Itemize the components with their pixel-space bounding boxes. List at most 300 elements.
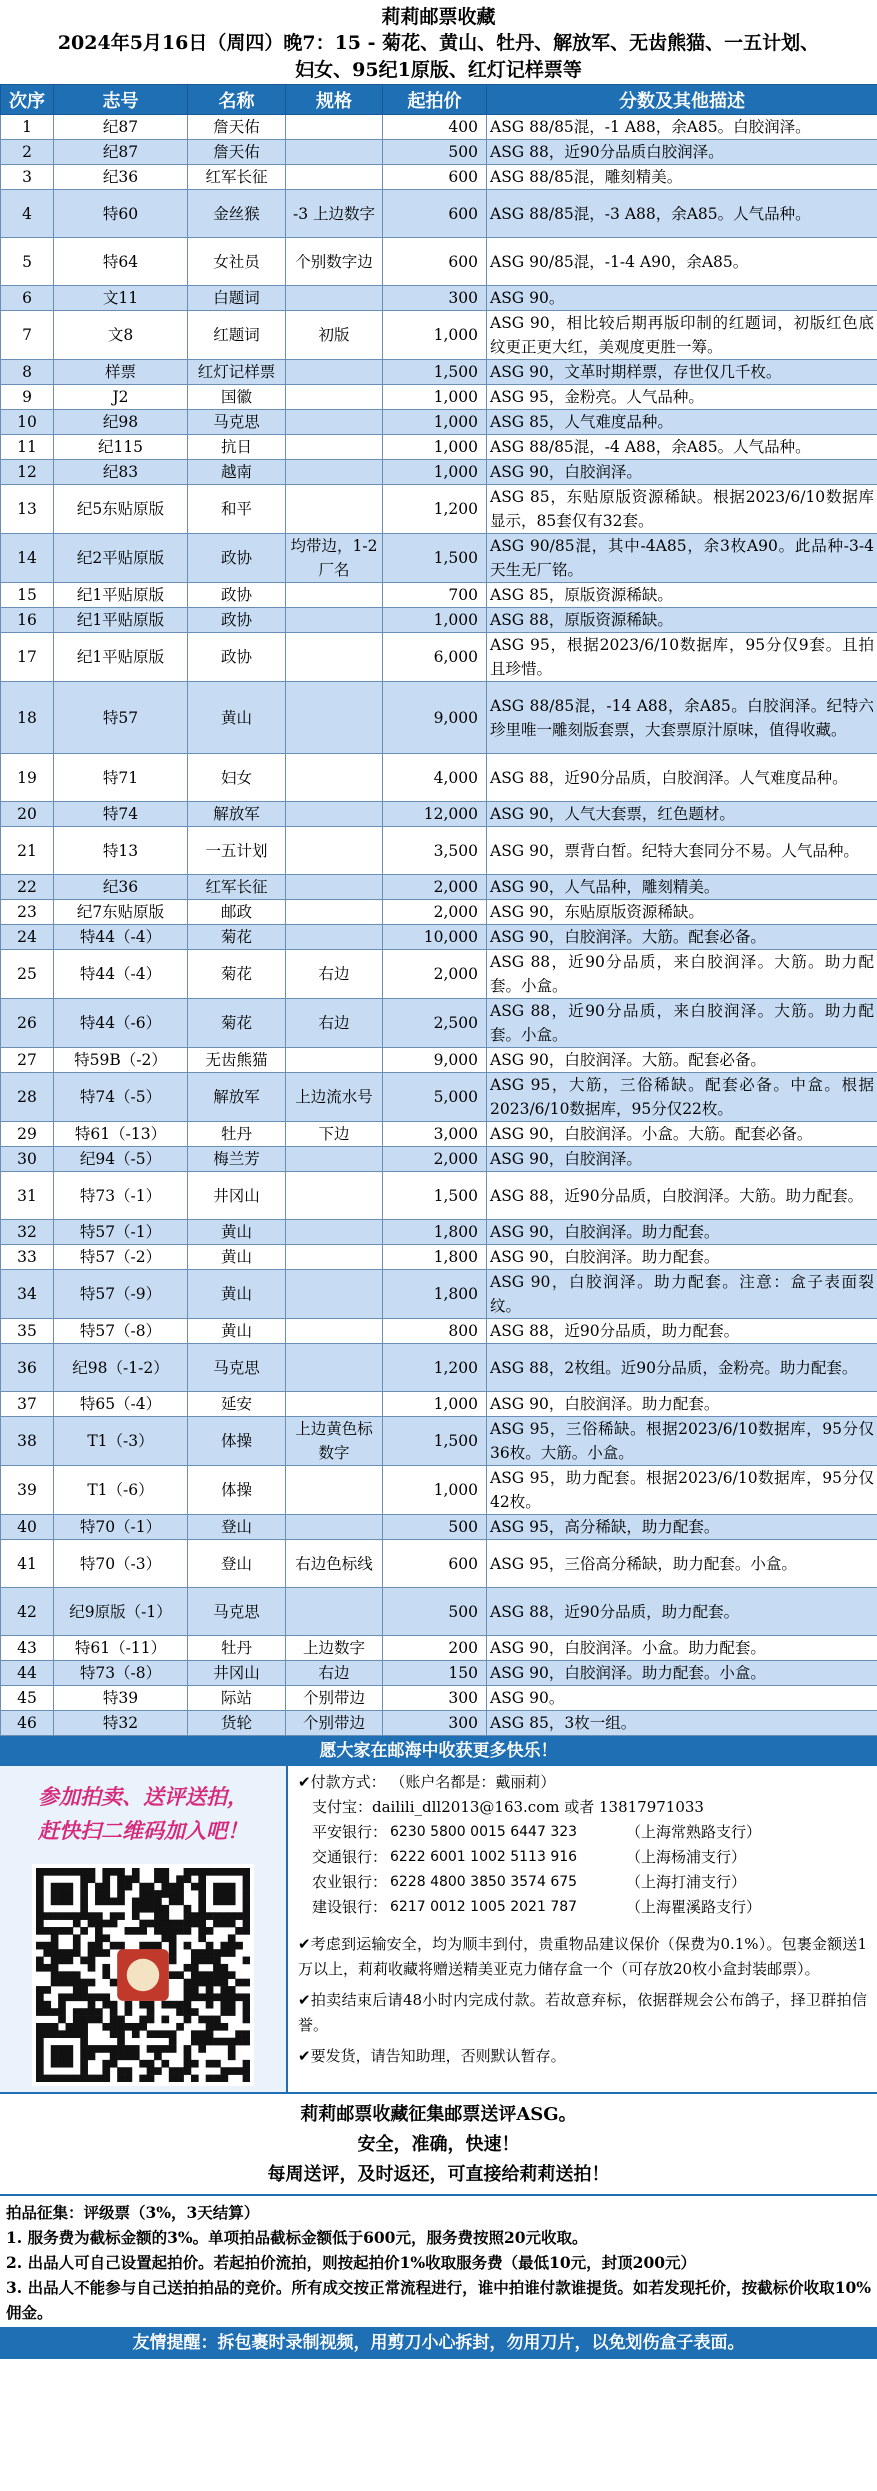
auction-title-line1: 2024年5月16日（周四）晚7：15 - 菊花、黄山、牡丹、解放军、无齿熊猫、一五计划、 — [57, 32, 820, 54]
table-row — [1, 1636, 877, 1661]
lot-description: ASG 90，白胶润泽。大筋。配套必备。 — [487, 925, 877, 950]
table-row — [1, 360, 877, 385]
lot-code: 特73（-8） — [54, 1661, 188, 1686]
lot-spec — [286, 286, 383, 311]
column-header-price: 起拍价 — [383, 85, 487, 115]
slogan-line1: 莉莉邮票收藏征集邮票送评ASG。 — [300, 2104, 577, 2125]
lot-start-price: 150 — [383, 1661, 487, 1686]
lot-code: 纪115 — [54, 435, 188, 460]
table-row — [1, 1711, 877, 1736]
lot-spec: 个别带边 — [286, 1711, 383, 1736]
shop-title: 莉莉邮票收藏 — [381, 6, 496, 28]
shipping-note: ✔考虑到运输安全，均为顺丰到付，贵重物品建议保价（保费为0.1%）。包裹金额送1万以上，莉莉收藏将赠送精美亚克力储存盒一个（可存放20枚小盒封装邮票）。 — [298, 1935, 867, 1978]
table-row — [1, 900, 877, 925]
lot-number: 43 — [1, 1636, 54, 1661]
lot-description: ASG 85，人气难度品种。 — [487, 410, 877, 435]
lot-start-price: 2,000 — [383, 950, 487, 999]
lot-description: ASG 85，东贴原版资源稀缺。根据2023/6/10数据库显示，85套仅有32套。 — [487, 485, 877, 534]
lot-start-price: 800 — [383, 1319, 487, 1344]
lot-name: 解放军 — [188, 1073, 286, 1122]
table-row — [1, 485, 877, 534]
lot-spec — [286, 1270, 383, 1319]
lot-number: 28 — [1, 1073, 54, 1122]
lot-start-price: 1,500 — [383, 534, 487, 583]
lot-spec — [286, 583, 383, 608]
lot-description: ASG 88，近90分品质白胶润泽。 — [487, 140, 877, 165]
lot-name: 登山 — [188, 1540, 286, 1588]
lot-code: 特61（-13） — [54, 1122, 188, 1147]
lot-number: 3 — [1, 165, 54, 190]
lot-code: 纪94（-5） — [54, 1147, 188, 1172]
lot-start-price: 1,200 — [383, 485, 487, 534]
lot-description: ASG 88/85混，-4 A88，余A85。人气品种。 — [487, 435, 877, 460]
lot-code: 特70（-1） — [54, 1515, 188, 1540]
lot-spec — [286, 1515, 383, 1540]
lot-start-price: 1,000 — [383, 435, 487, 460]
lot-code: 纪98 — [54, 410, 188, 435]
lot-code: 特74 — [54, 802, 188, 827]
lot-name: 妇女 — [188, 754, 286, 802]
lot-code: 纪87 — [54, 115, 188, 140]
lot-start-price: 12,000 — [383, 802, 487, 827]
lot-spec — [286, 1147, 383, 1172]
lot-spec — [286, 140, 383, 165]
lot-code: 纪1平贴原版 — [54, 608, 188, 633]
lot-spec — [286, 802, 383, 827]
lot-number: 8 — [1, 360, 54, 385]
lot-description: ASG 90。 — [487, 1686, 877, 1711]
lot-number: 22 — [1, 875, 54, 900]
lot-spec: 上边黄色标数字 — [286, 1417, 383, 1466]
bank-name: 平安银行： — [312, 1823, 388, 1841]
payment-deadline-note: ✔拍卖结束后请48小时内完成付款。若故意弃标，依据群规会公布鸽子，择卫群拍信誉。 — [298, 1991, 867, 2034]
lot-description: ASG 90，白胶润泽。助力配套。 — [487, 1245, 877, 1270]
lot-start-price: 1,000 — [383, 1466, 487, 1515]
bank-branch: （上海瞿溪路支行） — [626, 1898, 762, 1916]
lot-description: ASG 95，三俗高分稀缺，助力配套。小盒。 — [487, 1540, 877, 1588]
lot-description: ASG 90。 — [487, 286, 877, 311]
lot-start-price: 600 — [383, 165, 487, 190]
lot-number: 2 — [1, 140, 54, 165]
lot-code: 文8 — [54, 311, 188, 360]
lot-number: 46 — [1, 1711, 54, 1736]
lot-start-price: 2,000 — [383, 900, 487, 925]
lot-number: 11 — [1, 435, 54, 460]
lot-code: T1（-3） — [54, 1417, 188, 1466]
lot-spec — [286, 827, 383, 875]
lot-name: 牡丹 — [188, 1636, 286, 1661]
column-header-name: 名称 — [188, 85, 286, 115]
lot-code: 纪9原版（-1） — [54, 1588, 188, 1636]
lot-spec — [286, 1172, 383, 1220]
lot-spec — [286, 410, 383, 435]
lot-code: T1（-6） — [54, 1466, 188, 1515]
table-row — [1, 1417, 877, 1466]
lot-start-price: 1,000 — [383, 460, 487, 485]
lot-spec — [286, 1344, 383, 1392]
table-row — [1, 950, 877, 999]
bank-name: 交通银行： — [312, 1848, 388, 1866]
lot-code: 纪1平贴原版 — [54, 583, 188, 608]
lot-number: 19 — [1, 754, 54, 802]
lot-start-price: 400 — [383, 115, 487, 140]
lot-name: 一五计划 — [188, 827, 286, 875]
lot-name: 红灯记样票 — [188, 360, 286, 385]
lot-name: 红军长征 — [188, 875, 286, 900]
promo-panel — [0, 1766, 288, 2092]
lot-spec — [286, 633, 383, 682]
lot-number: 29 — [1, 1122, 54, 1147]
lot-spec: 下边 — [286, 1122, 383, 1147]
lot-name: 黄山 — [188, 1270, 286, 1319]
lot-code: 纪87 — [54, 140, 188, 165]
table-row — [1, 435, 877, 460]
table-row — [1, 1392, 877, 1417]
account-number: 6228 4800 3850 3574 675 — [390, 1874, 578, 1890]
lot-spec: 个别数字边 — [286, 238, 383, 286]
lot-code: 纪2平贴原版 — [54, 534, 188, 583]
lot-number: 26 — [1, 999, 54, 1048]
lot-start-price: 9,000 — [383, 682, 487, 754]
lot-code: 特65（-4） — [54, 1392, 188, 1417]
lot-description: ASG 88/85混，-3 A88，余A85。人气品种。 — [487, 190, 877, 238]
lot-spec — [286, 682, 383, 754]
lot-spec — [286, 1588, 383, 1636]
lot-start-price: 500 — [383, 1588, 487, 1636]
lot-code: 特13 — [54, 827, 188, 875]
lot-name: 黄山 — [188, 682, 286, 754]
table-row — [1, 1466, 877, 1515]
table-header-row — [1, 85, 877, 115]
account-number: 6222 6001 1002 5113 916 — [390, 1849, 578, 1865]
lot-code: 纪83 — [54, 460, 188, 485]
table-row — [1, 1122, 877, 1147]
lot-number: 5 — [1, 238, 54, 286]
lot-number: 41 — [1, 1540, 54, 1588]
table-row — [1, 1686, 877, 1711]
lot-description: ASG 88/85混，-14 A88，余A85。白胶润泽。纪特六珍里唯一雕刻版套票，大套票原汁原味，值得收藏。 — [487, 682, 877, 754]
table-row — [1, 460, 877, 485]
lot-start-price: 1,800 — [383, 1270, 487, 1319]
lot-code: 特57 — [54, 682, 188, 754]
lot-code: 特44（-6） — [54, 999, 188, 1048]
lot-description: ASG 90/85混，其中-4A85，余3枚A90。此品种-3-4天生无厂铭。 — [487, 534, 877, 583]
lot-start-price: 600 — [383, 1540, 487, 1588]
lot-spec — [286, 754, 383, 802]
lot-number: 17 — [1, 633, 54, 682]
promo-line2: 赶快扫二维码加入吧！ — [38, 1818, 248, 1843]
lot-number: 18 — [1, 682, 54, 754]
rules-title: 拍品征集：评级票（3%，3天结算） — [6, 2203, 260, 2222]
lot-spec — [286, 485, 383, 534]
lot-spec — [286, 435, 383, 460]
lot-start-price: 200 — [383, 1636, 487, 1661]
consignment-rules — [0, 2196, 877, 2327]
table-row — [1, 1270, 877, 1319]
lot-start-price: 700 — [383, 583, 487, 608]
lot-description: ASG 90，文革时期样票，存世仅几千枚。 — [487, 360, 877, 385]
lot-code: 文11 — [54, 286, 188, 311]
table-row — [1, 1048, 877, 1073]
lot-description: ASG 90，人气品种，雕刻精美。 — [487, 875, 877, 900]
lot-description: ASG 90，人气大套票，红色题材。 — [487, 802, 877, 827]
lot-code: 特59B（-2） — [54, 1048, 188, 1073]
lot-number: 21 — [1, 827, 54, 875]
lot-code: 特60 — [54, 190, 188, 238]
lot-start-price: 2,000 — [383, 875, 487, 900]
lot-name: 政协 — [188, 583, 286, 608]
lot-number: 33 — [1, 1245, 54, 1270]
lot-number: 38 — [1, 1417, 54, 1466]
lot-start-price: 600 — [383, 190, 487, 238]
lot-description: ASG 90，相比较后期再版印制的红题词，初版红色底纹更正更大红，美观度更胜一筹。 — [487, 311, 877, 360]
lot-name: 体操 — [188, 1466, 286, 1515]
column-header-spec: 规格 — [286, 85, 383, 115]
lot-name: 体操 — [188, 1417, 286, 1466]
lot-name: 金丝猴 — [188, 190, 286, 238]
lot-spec — [286, 1220, 383, 1245]
lot-description: ASG 88/85混，-1 A88，余A85。白胶润泽。 — [487, 115, 877, 140]
column-header-code: 志号 — [54, 85, 188, 115]
table-row — [1, 754, 877, 802]
lot-number: 12 — [1, 460, 54, 485]
lot-number: 1 — [1, 115, 54, 140]
lot-number: 40 — [1, 1515, 54, 1540]
lot-name: 政协 — [188, 534, 286, 583]
lot-number: 23 — [1, 900, 54, 925]
lot-code: 特70（-3） — [54, 1540, 188, 1588]
payment-title: ✔付款方式： （账户名都是：戴丽莉） — [298, 1773, 556, 1791]
lot-name: 詹天佑 — [188, 115, 286, 140]
rule-item: 2. 出品人可自己设置起拍价。若起拍价流拍，则按起拍价1%收取服务费（最低10元，封顶200元） — [6, 2253, 697, 2272]
qr-code-icon[interactable] — [32, 1864, 254, 2086]
lot-number: 20 — [1, 802, 54, 827]
lot-start-price: 6,000 — [383, 633, 487, 682]
lot-code: 特61（-11） — [54, 1636, 188, 1661]
table-row — [1, 385, 877, 410]
table-row — [1, 190, 877, 238]
lot-name: 菊花 — [188, 999, 286, 1048]
slogan-line3: 每周送评，及时返还，可直接给莉莉送拍！ — [267, 2164, 610, 2185]
qr-code-graphic — [36, 1868, 250, 2082]
lot-start-price: 1,200 — [383, 1344, 487, 1392]
lot-spec — [286, 360, 383, 385]
lots-table — [0, 84, 877, 1736]
lot-spec — [286, 1466, 383, 1515]
lot-code: 纪1平贴原版 — [54, 633, 188, 682]
lot-code: 特39 — [54, 1686, 188, 1711]
lot-start-price: 300 — [383, 286, 487, 311]
lot-number: 13 — [1, 485, 54, 534]
lot-number: 45 — [1, 1686, 54, 1711]
lot-description: ASG 95，大筋，三俗稀缺。配套必备。中盒。根据2023/6/10数据库，95分仅22枚。 — [487, 1073, 877, 1122]
lot-description: ASG 95，高分稀缺，助力配套。 — [487, 1515, 877, 1540]
lot-spec: 右边色标线 — [286, 1540, 383, 1588]
lot-start-price: 9,000 — [383, 1048, 487, 1073]
table-row — [1, 682, 877, 754]
lot-spec: 右边 — [286, 1661, 383, 1686]
lot-name: 牡丹 — [188, 1122, 286, 1147]
lot-number: 31 — [1, 1172, 54, 1220]
bank-branch: （上海常熟路支行） — [626, 1823, 762, 1841]
lot-number: 24 — [1, 925, 54, 950]
lot-number: 14 — [1, 534, 54, 583]
lot-number: 6 — [1, 286, 54, 311]
lot-start-price: 4,000 — [383, 754, 487, 802]
lot-name: 黄山 — [188, 1245, 286, 1270]
lot-code: 特57（-9） — [54, 1270, 188, 1319]
lot-name: 菊花 — [188, 925, 286, 950]
lot-name: 和平 — [188, 485, 286, 534]
lot-name: 黄山 — [188, 1220, 286, 1245]
lot-description: ASG 88/85混，雕刻精美。 — [487, 165, 877, 190]
lot-code: 纪36 — [54, 165, 188, 190]
lot-description: ASG 88，2枚组。近90分品质，金粉亮。助力配套。 — [487, 1344, 877, 1392]
table-row — [1, 1073, 877, 1122]
lot-description: ASG 95，金粉亮。人气品种。 — [487, 385, 877, 410]
promo-line1: 参加拍卖、送评送拍， — [38, 1784, 248, 1809]
bank-account-row — [298, 1895, 867, 1920]
column-header-desc: 分数及其他描述 — [487, 85, 877, 115]
lot-name: 红题词 — [188, 311, 286, 360]
lot-spec — [286, 1392, 383, 1417]
lot-name: 井冈山 — [188, 1172, 286, 1220]
table-row — [1, 1220, 877, 1245]
lot-name: 马克思 — [188, 410, 286, 435]
lot-number: 4 — [1, 190, 54, 238]
lot-name: 货轮 — [188, 1711, 286, 1736]
table-row — [1, 1344, 877, 1392]
table-row — [1, 608, 877, 633]
lot-name: 越南 — [188, 460, 286, 485]
lot-description: ASG 90，票背白皙。纪特大套同分不易。人气品种。 — [487, 827, 877, 875]
lot-description: ASG 90，白胶润泽。助力配套。 — [487, 1392, 877, 1417]
banner: 愿大家在邮海中收获更多快乐！ — [0, 1736, 877, 1766]
lot-start-price: 10,000 — [383, 925, 487, 950]
lot-spec — [286, 165, 383, 190]
lot-spec: 个别带边 — [286, 1686, 383, 1711]
lot-name: 梅兰芳 — [188, 1147, 286, 1172]
lot-description: ASG 85，原版资源稀缺。 — [487, 583, 877, 608]
lot-code: 特74（-5） — [54, 1073, 188, 1122]
bank-account-list — [298, 1820, 867, 1920]
alipay-line: 支付宝：dailili_dll2013@163.com 或者 13817971033 — [312, 1798, 704, 1816]
lot-description: ASG 90，白胶润泽。助力配套。小盒。 — [487, 1661, 877, 1686]
page-header — [0, 0, 877, 84]
lot-name: 登山 — [188, 1515, 286, 1540]
lot-start-price: 1,500 — [383, 360, 487, 385]
lot-spec: 均带边，1-2厂名 — [286, 534, 383, 583]
table-row — [1, 802, 877, 827]
account-number: 6217 0012 1005 2021 787 — [390, 1899, 578, 1915]
lot-description: ASG 88，近90分品质，白胶润泽。大筋。助力配套。 — [487, 1172, 877, 1220]
lot-description: ASG 95，三俗稀缺。根据2023/6/10数据库，95分仅36枚。大筋。小盒。 — [487, 1417, 877, 1466]
lot-number: 36 — [1, 1344, 54, 1392]
lot-spec — [286, 1048, 383, 1073]
lot-spec — [286, 608, 383, 633]
lot-number: 7 — [1, 311, 54, 360]
lot-spec — [286, 460, 383, 485]
table-row — [1, 311, 877, 360]
bank-name: 建设银行： — [312, 1898, 388, 1916]
lot-name: 无齿熊猫 — [188, 1048, 286, 1073]
table-row — [1, 583, 877, 608]
lot-number: 15 — [1, 583, 54, 608]
lot-number: 34 — [1, 1270, 54, 1319]
lot-start-price: 1,800 — [383, 1245, 487, 1270]
lot-code: 特57（-1） — [54, 1220, 188, 1245]
lot-description: ASG 95，助力配套。根据2023/6/10数据库，95分仅42枚。 — [487, 1466, 877, 1515]
lot-code: 纪5东贴原版 — [54, 485, 188, 534]
table-row — [1, 999, 877, 1048]
table-row — [1, 534, 877, 583]
lot-number: 10 — [1, 410, 54, 435]
payment-section — [0, 1766, 877, 2094]
lot-spec — [286, 1319, 383, 1344]
lot-number: 32 — [1, 1220, 54, 1245]
bank-account-row — [298, 1820, 867, 1845]
lot-name: 詹天佑 — [188, 140, 286, 165]
lot-code: 纪36 — [54, 875, 188, 900]
lot-description: ASG 90，白胶润泽。 — [487, 460, 877, 485]
bank-branch: （上海打浦支行） — [626, 1873, 747, 1891]
auction-title-line2: 妇女、95纪1原版、红灯记样票等 — [295, 59, 582, 81]
payment-info — [288, 1766, 877, 2092]
lot-description: ASG 90，东贴原版资源稀缺。 — [487, 900, 877, 925]
lot-number: 27 — [1, 1048, 54, 1073]
table-row — [1, 1319, 877, 1344]
rule-item: 1. 服务费为截标金额的3%。单项拍品截标金额低于600元，服务费按照20元收取。 — [6, 2228, 588, 2247]
lot-spec: 初版 — [286, 311, 383, 360]
lot-start-price: 1,000 — [383, 385, 487, 410]
slogan-line2: 安全，准确，快速！ — [357, 2134, 520, 2155]
table-row — [1, 925, 877, 950]
table-row — [1, 1172, 877, 1220]
lot-number: 42 — [1, 1588, 54, 1636]
lot-start-price: 1,500 — [383, 1417, 487, 1466]
lot-number: 9 — [1, 385, 54, 410]
lot-number: 35 — [1, 1319, 54, 1344]
lot-number: 44 — [1, 1661, 54, 1686]
table-row — [1, 1588, 877, 1636]
table-row — [1, 115, 877, 140]
lot-description: ASG 88，近90分品质，助力配套。 — [487, 1319, 877, 1344]
lot-number: 37 — [1, 1392, 54, 1417]
lot-code: 特32 — [54, 1711, 188, 1736]
bank-account-row — [298, 1845, 867, 1870]
lot-number: 39 — [1, 1466, 54, 1515]
lot-start-price: 500 — [383, 140, 487, 165]
lots-table-body — [1, 115, 877, 1736]
lot-spec — [286, 385, 383, 410]
lot-code: 特71 — [54, 754, 188, 802]
table-row — [1, 1661, 877, 1686]
bank-account-row — [298, 1870, 867, 1895]
lot-start-price: 500 — [383, 1515, 487, 1540]
lot-start-price: 3,500 — [383, 827, 487, 875]
lot-name: 际站 — [188, 1686, 286, 1711]
lot-spec: 上边数字 — [286, 1636, 383, 1661]
lot-code: 特57（-2） — [54, 1245, 188, 1270]
lot-name: 女社员 — [188, 238, 286, 286]
lot-description: ASG 90，白胶润泽。助力配套。 — [487, 1220, 877, 1245]
lot-description: ASG 88，近90分品质，白胶润泽。人气难度品种。 — [487, 754, 877, 802]
shipping-request-note: ✔要发货，请告知助理，否则默认暂存。 — [298, 2047, 566, 2065]
lot-name: 井冈山 — [188, 1661, 286, 1686]
table-row — [1, 140, 877, 165]
lot-start-price: 1,000 — [383, 410, 487, 435]
lot-spec — [286, 115, 383, 140]
